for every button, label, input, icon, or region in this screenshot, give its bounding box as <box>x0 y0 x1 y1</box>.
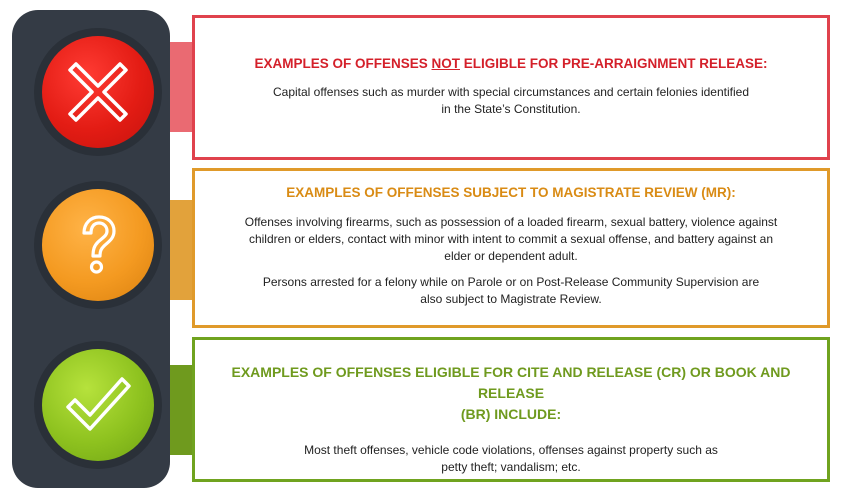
eligible-title: EXAMPLES OF OFFENSES ELIGIBLE FOR CITE AND RELEASE (CR) OR BOOK AND RELEASE (BR) INCLUDE: <box>231 364 791 422</box>
not-eligible-description: Capital offenses such as murder with special circumstances and certain felonies identified in the State’s Constitution. <box>272 85 750 116</box>
eligible-description: Most theft offenses, vehicle code violations, offenses against property such as petty theft; vandalism; etc. <box>304 443 718 474</box>
magistrate-review-offenses: Offenses involving firearms, such as possession of a loaded firearm, sexual battery, violence against children or elders, contact with minor with intent to commit a sexual offense, and battery against an elder or dependent adult. <box>244 215 778 263</box>
yellow-light <box>42 189 154 301</box>
x-icon <box>62 56 134 128</box>
red-light-housing <box>34 28 162 156</box>
not-eligible-title: EXAMPLES OF OFFENSES NOT ELIGIBLE FOR PRE-ARRAIGNMENT RELEASE: <box>254 56 768 71</box>
not-emphasis: NOT <box>431 56 460 71</box>
green-light <box>42 349 154 461</box>
green-light-housing <box>34 341 162 469</box>
magistrate-review-title: EXAMPLES OF OFFENSES SUBJECT TO MAGISTRATE REVIEW (MR): <box>286 185 736 200</box>
magistrate-review-box <box>192 168 830 328</box>
magistrate-review-parole-note: Persons arrested for a felony while on Parole or on Post-Release Community Supervision are also subject to Magistrate Review. <box>262 275 760 306</box>
traffic-light <box>12 10 170 488</box>
red-light <box>42 36 154 148</box>
question-icon <box>62 209 134 281</box>
eligible-box <box>192 337 830 482</box>
check-icon <box>62 369 134 441</box>
yellow-light-housing <box>34 181 162 309</box>
not-eligible-box <box>192 15 830 160</box>
